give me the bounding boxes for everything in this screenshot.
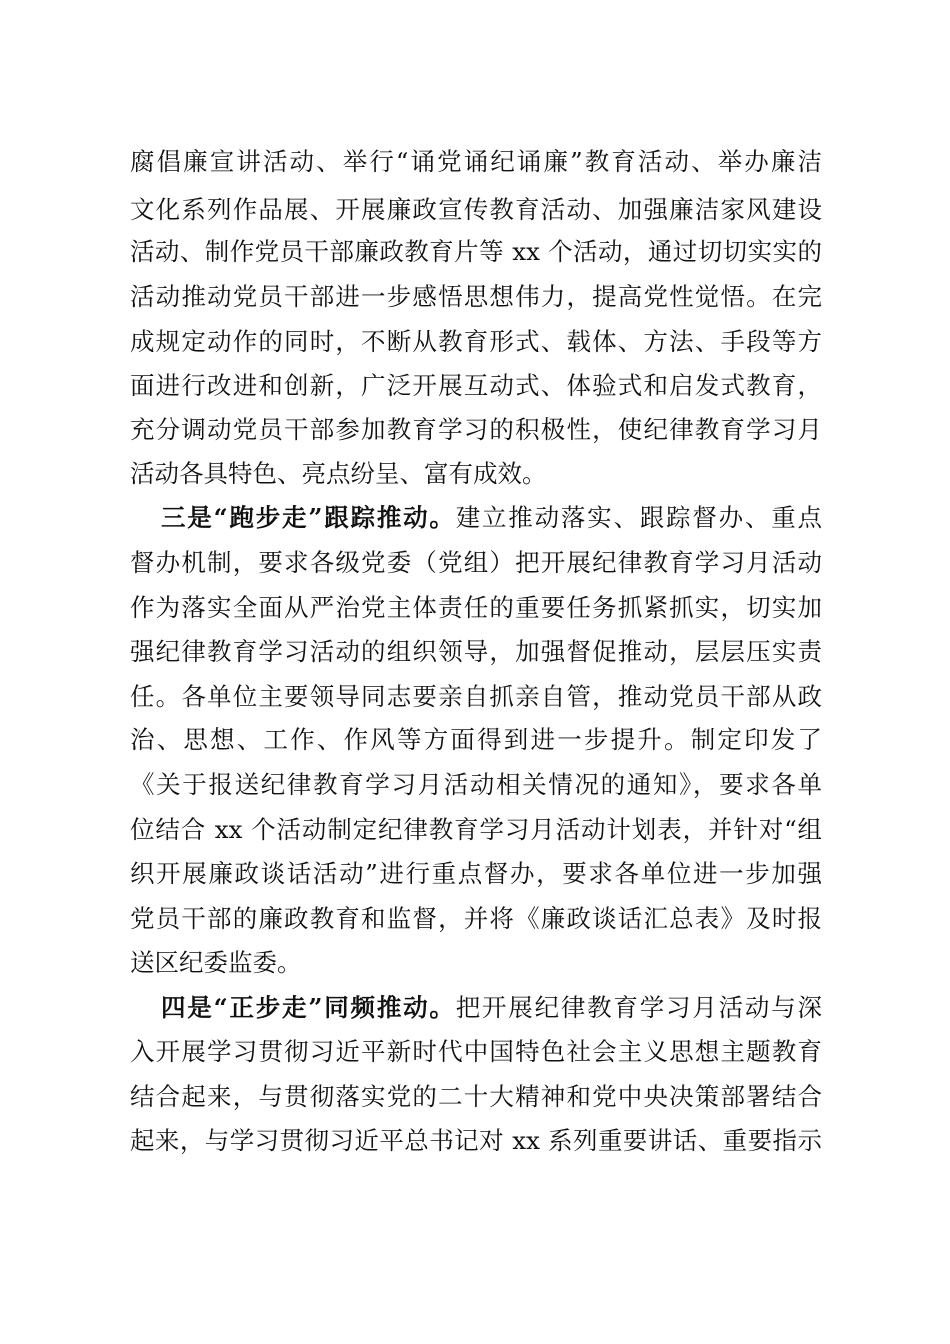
paragraph-heading: 三是“跑步走”跟踪推动。 xyxy=(161,503,456,532)
body-text-line: 充分调动党员干部参加教育学习的积极性，使纪律教育学习月 xyxy=(130,415,822,444)
body-text-line: 腐倡廉宣讲活动、举行“诵党诵纪诵廉”教育活动、举办廉洁 xyxy=(130,147,822,176)
body-text-line: 任。各单位主要领导同志要亲自抓亲自管，推动党员干部从政 xyxy=(130,682,822,711)
body-text-line: 治、思想、工作、作风等方面得到进一步提升。制定印发了 xyxy=(130,725,822,754)
body-text-line: 督办机制，要求各级党委（党组）把开展纪律教育学习月活动 xyxy=(130,548,822,577)
paragraph-first-line xyxy=(161,988,822,1028)
body-text-line: 起来，与学习贯彻习近平总书记对 xx 系列重要讲话、重要指示 xyxy=(130,1126,822,1155)
body-text-line: 党员干部的廉政教育和监督，并将《廉政谈话汇总表》及时报 xyxy=(130,904,822,933)
body-text-line: 作为落实全面从严治党主体责任的重要任务抓紧抓实，切实加 xyxy=(130,593,822,622)
body-text-line: 活动推动党员干部进一步感悟思想伟力，提高党性觉悟。在完 xyxy=(130,282,822,311)
body-text-line: 《关于报送纪律教育学习月活动相关情况的通知》，要求各单 xyxy=(130,770,822,799)
paragraph-first-line-text: 建立推动落实、跟踪督办、重点 xyxy=(455,503,823,532)
paragraph-first-line xyxy=(161,498,822,538)
body-text-line: 强纪律教育学习活动的组织领导，加强督促推动，层层压实责 xyxy=(130,637,822,666)
body-text-line: 位结合 xx 个活动制定纪律教育学习月活动计划表，并针对“组 xyxy=(130,815,822,844)
body-text-line: 活动各具特色、亮点纷呈、富有成效。 xyxy=(130,459,547,488)
body-text-line: 活动、制作党员干部廉政教育片等 xx 个活动，通过切切实实的 xyxy=(130,237,822,266)
body-text-line: 送区纪委监委。 xyxy=(130,948,302,977)
body-text-line: 结合起来，与贯彻落实党的二十大精神和党中央决策部署结合 xyxy=(130,1082,822,1111)
body-text-line: 入开展学习贯彻习近平新时代中国特色社会主义思想主题教育 xyxy=(130,1037,822,1066)
paragraph-heading: 四是“正步走”同频推动。 xyxy=(161,993,456,1022)
body-text-line: 成规定动作的同时，不断从教育形式、载体、方法、手段等方 xyxy=(130,327,822,356)
paragraph-first-line-text: 把开展纪律教育学习月活动与深 xyxy=(455,993,823,1022)
body-text-line: 织开展廉政谈话活动”进行重点督办，要求各单位进一步加强 xyxy=(130,859,822,888)
body-text-line: 文化系列作品展、开展廉政宣传教育活动、加强廉洁家风建设 xyxy=(130,195,822,224)
body-text-line: 面进行改进和创新，广泛开展互动式、体验式和启发式教育， xyxy=(130,371,822,400)
